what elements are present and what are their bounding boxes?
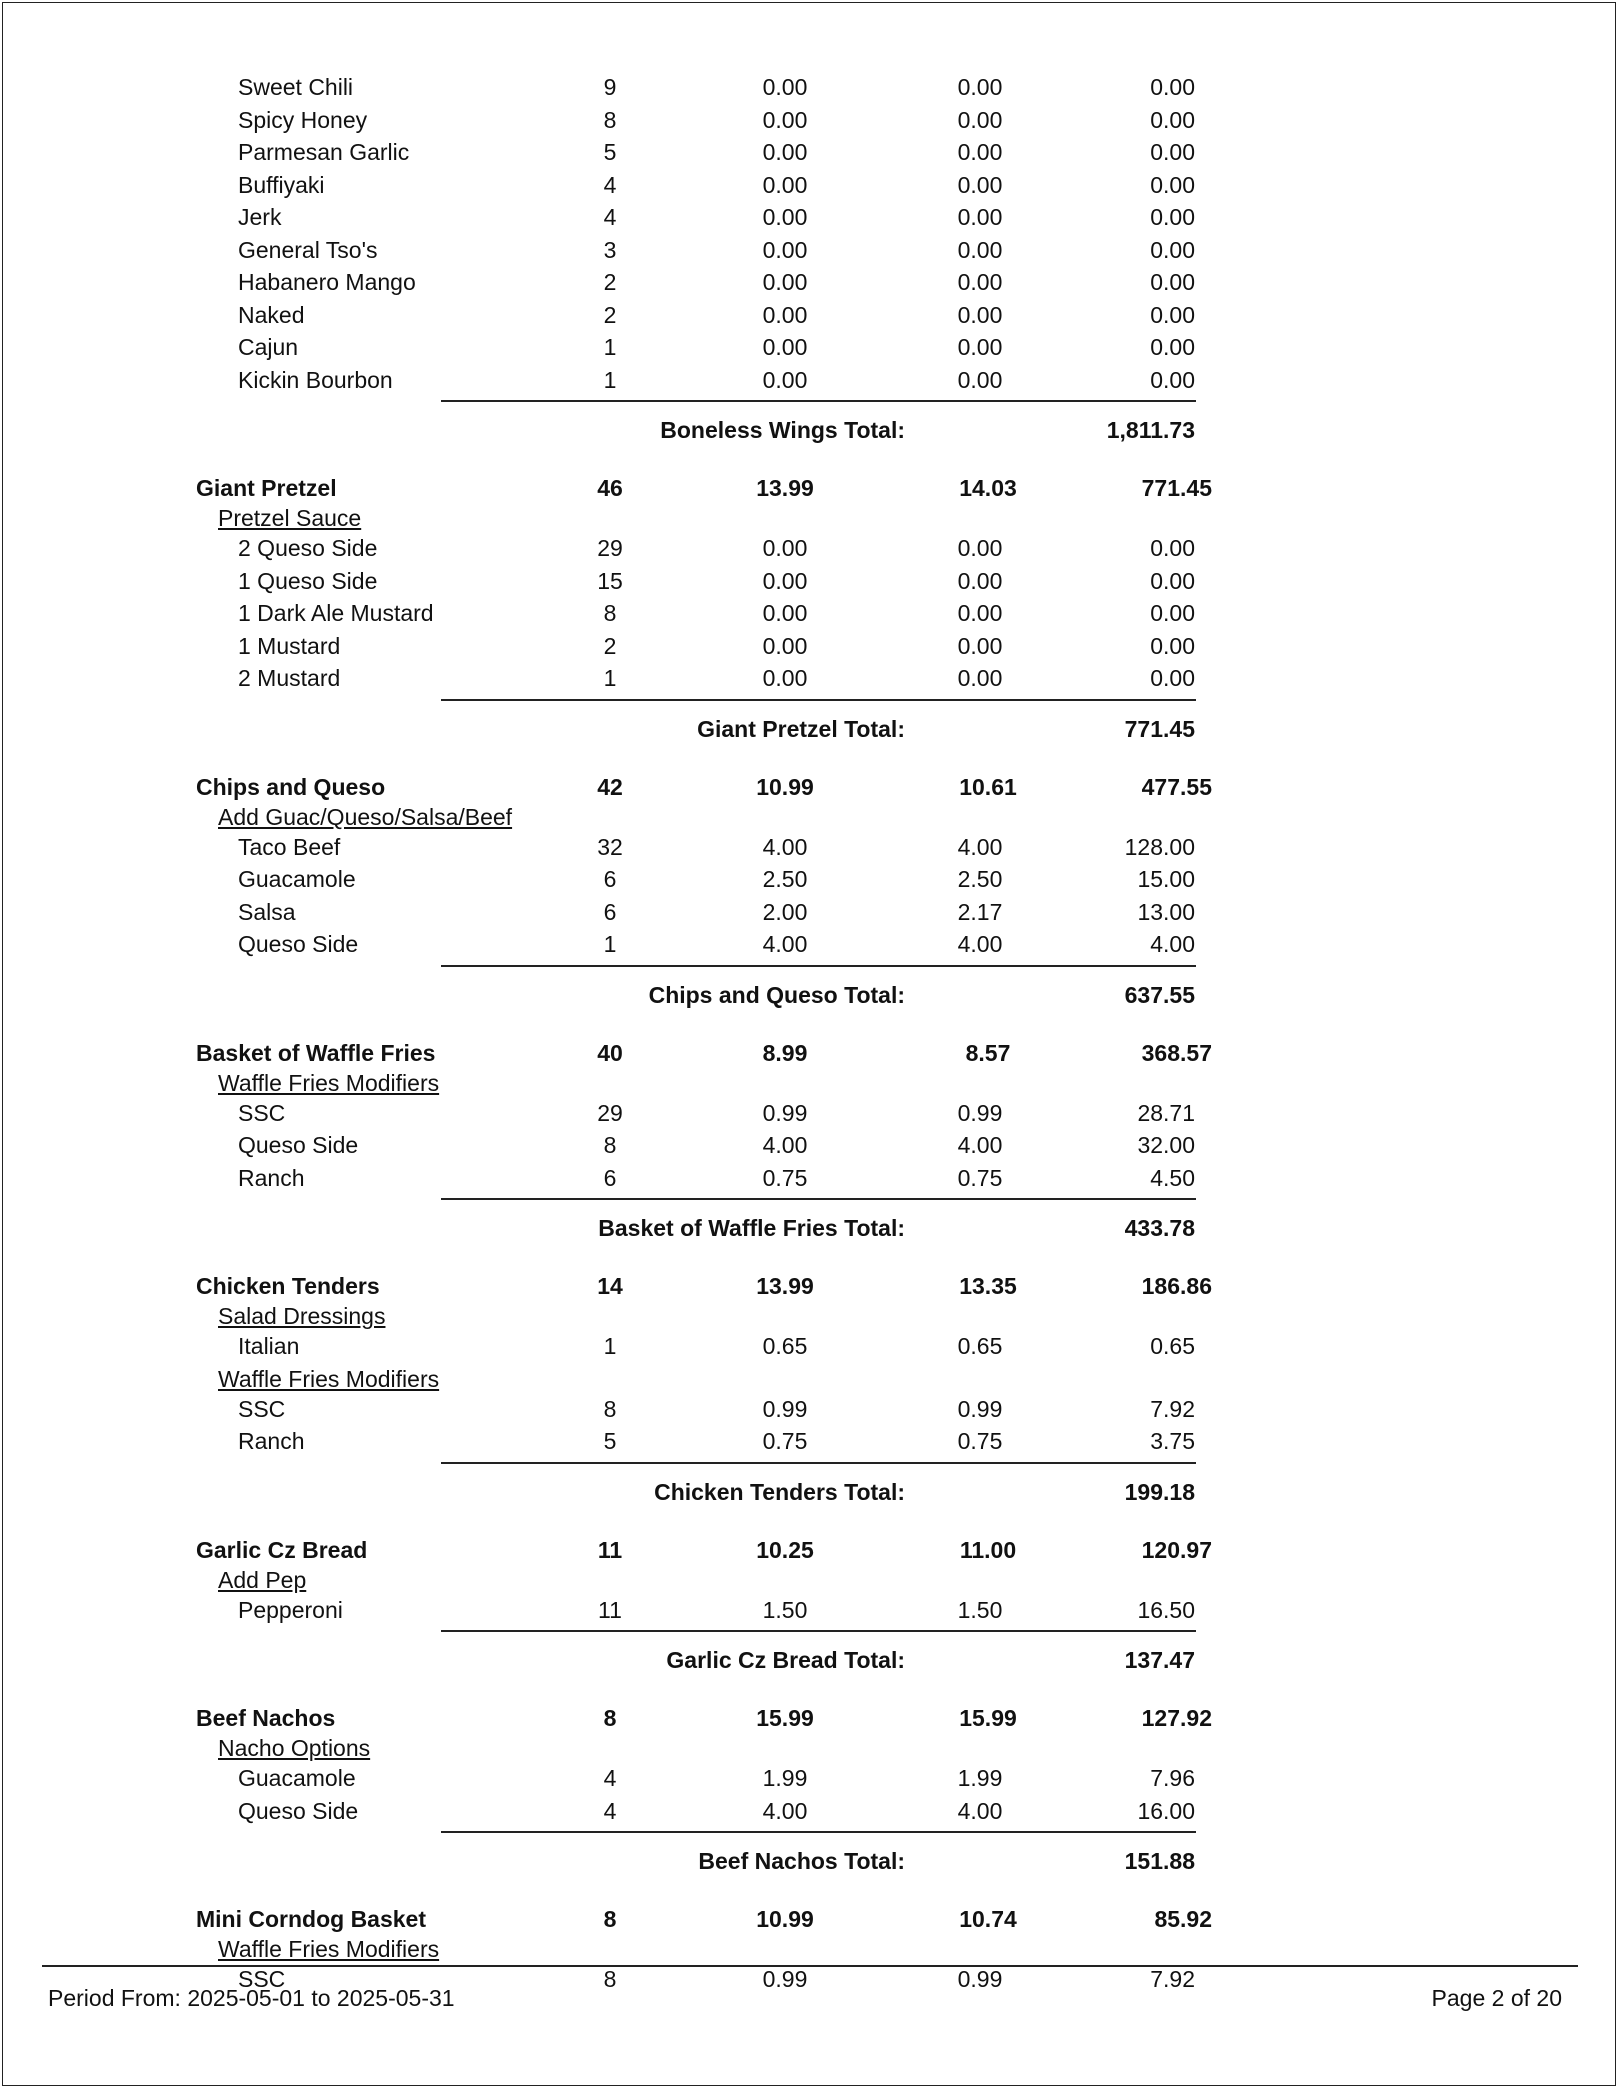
row-amount: 13.00 <box>1137 898 1195 925</box>
modifier-row <box>0 1331 1620 1361</box>
row-price: 0.00 <box>762 236 808 263</box>
row-amount: 0.00 <box>1150 301 1195 328</box>
row-price: 15.99 <box>756 1705 814 1731</box>
row-amount: 0.00 <box>1150 139 1195 165</box>
row-average-price: 4.00 <box>957 1132 1003 1158</box>
item-total-row <box>0 415 1620 445</box>
modifier-group-name: Waffle Fries Modifiers <box>218 1365 440 1392</box>
row-price: 0.00 <box>762 600 808 626</box>
row-quantity: 5 <box>603 139 617 165</box>
row-quantity: 4 <box>603 204 617 230</box>
modifier-row <box>0 566 1620 596</box>
row-name: Garlic Cz Bread <box>196 1536 368 1563</box>
menu-item-row <box>0 772 1620 802</box>
row-name: Italian <box>238 1333 300 1359</box>
row-price: 13.99 <box>756 475 814 501</box>
row-name: 1 Queso Side <box>238 567 378 594</box>
row-average-price: 0.00 <box>957 600 1003 626</box>
row-price: 8.99 <box>762 1039 808 1066</box>
row-average-price: 0.00 <box>957 269 1003 295</box>
row-quantity: 11 <box>598 1596 622 1623</box>
row-price: 4.00 <box>762 1132 808 1158</box>
row-quantity: 3 <box>603 236 617 263</box>
subtotal-rule <box>441 699 1196 701</box>
modifier-group-name: Waffle Fries Modifiers <box>218 1936 440 1962</box>
row-amount: 0.65 <box>1150 1333 1195 1359</box>
modifier-row <box>0 897 1620 927</box>
modifier-row <box>0 1426 1620 1456</box>
row-average-price: 4.00 <box>957 1797 1003 1824</box>
total-amount: 637.55 <box>1124 981 1195 1008</box>
row-price: 0.00 <box>762 171 808 198</box>
total-label: Basket of Waffle Fries Total: <box>598 1215 905 1241</box>
item-total-row <box>0 1213 1620 1243</box>
row-quantity: 4 <box>603 171 617 198</box>
row-name: 2 Queso Side <box>238 535 378 561</box>
modifier-group-heading <box>0 1364 1620 1394</box>
modifier-row <box>0 365 1620 395</box>
row-average-price: 0.00 <box>957 204 1003 230</box>
row-quantity: 1 <box>603 366 617 393</box>
row-amount: 0.00 <box>1150 632 1195 659</box>
row-price: 0.00 <box>762 204 808 230</box>
row-price: 0.99 <box>762 1966 808 1992</box>
row-name: Habanero Mango <box>238 269 416 295</box>
row-price: 2.50 <box>762 866 808 892</box>
row-average-price: 10.61 <box>959 773 1017 800</box>
total-amount: 199.18 <box>1124 1478 1195 1505</box>
row-name: Parmesan Garlic <box>238 139 410 165</box>
row-name: Chicken Tenders <box>196 1273 380 1299</box>
row-quantity: 40 <box>597 1039 623 1066</box>
row-average-price: 0.00 <box>957 535 1003 561</box>
row-name: Giant Pretzel <box>196 475 337 501</box>
subtotal-rule <box>441 1630 1196 1632</box>
modifier-group-name: Salad Dressings <box>218 1303 386 1329</box>
modifier-row <box>0 300 1620 330</box>
row-amount: 7.92 <box>1150 1966 1195 1992</box>
subtotal-rule <box>441 1198 1196 1200</box>
row-name: 2 Mustard <box>238 665 341 691</box>
row-quantity: 9 <box>603 74 617 100</box>
row-name: SSC <box>238 1099 286 1126</box>
row-average-price: 0.00 <box>957 632 1003 659</box>
row-quantity: 4 <box>603 1765 617 1791</box>
row-quantity: 2 <box>603 632 617 659</box>
row-average-price: 0.00 <box>957 171 1003 198</box>
row-quantity: 11 <box>597 1536 623 1563</box>
row-amount: 32.00 <box>1137 1132 1195 1158</box>
row-amount: 15.00 <box>1137 866 1195 892</box>
row-quantity: 46 <box>597 475 623 501</box>
row-average-price: 1.99 <box>957 1765 1003 1791</box>
menu-item-row <box>0 1703 1620 1733</box>
modifier-row <box>0 202 1620 232</box>
footer-period: Period From: 2025-05-01 to 2025-05-31 <box>48 1985 455 2011</box>
row-name: 1 Mustard <box>238 632 341 659</box>
row-name: Ranch <box>238 1164 305 1191</box>
row-price: 1.99 <box>762 1765 808 1791</box>
modifier-group-heading <box>0 1301 1620 1331</box>
row-price: 1.50 <box>762 1596 808 1623</box>
row-quantity: 8 <box>603 1395 617 1422</box>
total-label: Garlic Cz Bread Total: <box>666 1647 905 1673</box>
row-quantity: 8 <box>603 1132 617 1158</box>
row-average-price: 2.17 <box>957 898 1003 925</box>
row-quantity: 1 <box>603 1333 617 1359</box>
subtotal-rule <box>441 965 1196 967</box>
row-average-price: 11.00 <box>959 1536 1017 1563</box>
row-name: Queso Side <box>238 1132 359 1158</box>
total-amount: 151.88 <box>1124 1848 1195 1874</box>
row-quantity: 15 <box>597 567 623 594</box>
row-price: 0.00 <box>762 535 808 561</box>
total-amount: 137.47 <box>1124 1647 1195 1673</box>
modifier-group-heading <box>0 1733 1620 1763</box>
row-quantity: 8 <box>603 1705 617 1731</box>
modifier-row <box>0 235 1620 265</box>
modifier-row <box>0 170 1620 200</box>
menu-item-row <box>0 1271 1620 1301</box>
row-quantity: 6 <box>603 898 617 925</box>
row-name: Guacamole <box>238 866 356 892</box>
modifier-row <box>0 533 1620 563</box>
modifier-row <box>0 929 1620 959</box>
row-name: Kickin Bourbon <box>238 366 393 393</box>
row-average-price: 0.65 <box>957 1333 1003 1359</box>
row-name: Jerk <box>238 204 282 230</box>
row-quantity: 1 <box>603 931 617 957</box>
menu-item-row <box>0 1535 1620 1565</box>
row-name: General Tso's <box>238 236 378 263</box>
total-amount: 433.78 <box>1124 1215 1195 1241</box>
row-amount: 368.57 <box>1141 1039 1212 1066</box>
total-label: Boneless Wings Total: <box>660 417 905 443</box>
row-quantity: 5 <box>603 1428 617 1454</box>
row-name: Salsa <box>238 898 296 925</box>
row-name: Queso Side <box>238 1797 359 1824</box>
row-price: 0.75 <box>762 1164 808 1191</box>
modifier-row <box>0 631 1620 661</box>
row-price: 2.00 <box>762 898 808 925</box>
row-price: 4.00 <box>762 1797 808 1824</box>
row-amount: 16.00 <box>1137 1797 1195 1824</box>
row-average-price: 0.99 <box>957 1966 1003 1992</box>
row-average-price: 0.99 <box>957 1395 1003 1422</box>
row-quantity: 29 <box>597 1099 623 1126</box>
modifier-group-name: Waffle Fries Modifiers <box>218 1069 440 1096</box>
row-amount: 0.00 <box>1150 269 1195 295</box>
modifier-row <box>0 1130 1620 1160</box>
row-quantity: 4 <box>603 1797 617 1824</box>
row-average-price: 0.00 <box>957 236 1003 263</box>
modifier-row <box>0 1098 1620 1128</box>
row-price: 0.00 <box>762 269 808 295</box>
row-amount: 771.45 <box>1141 475 1212 501</box>
row-price: 0.65 <box>762 1333 808 1359</box>
row-quantity: 32 <box>597 833 623 860</box>
modifier-group-heading <box>0 1934 1620 1964</box>
row-amount: 120.97 <box>1141 1536 1212 1563</box>
row-average-price: 13.35 <box>959 1273 1017 1299</box>
total-label: Giant Pretzel Total: <box>697 715 905 742</box>
modifier-row <box>0 1763 1620 1793</box>
row-amount: 4.50 <box>1150 1164 1195 1191</box>
row-quantity: 2 <box>603 301 617 328</box>
modifier-row <box>0 1163 1620 1193</box>
row-price: 0.00 <box>762 106 808 133</box>
row-price: 0.99 <box>762 1395 808 1422</box>
row-price: 0.75 <box>762 1428 808 1454</box>
row-quantity: 1 <box>603 334 617 360</box>
row-average-price: 0.00 <box>957 74 1003 100</box>
menu-item-row <box>0 1038 1620 1068</box>
row-average-price: 0.00 <box>957 106 1003 133</box>
row-price: 10.99 <box>756 1906 814 1932</box>
row-amount: 0.00 <box>1150 74 1195 100</box>
row-amount: 0.00 <box>1150 204 1195 230</box>
row-amount: 0.00 <box>1150 567 1195 594</box>
modifier-row <box>0 105 1620 135</box>
total-amount: 1,811.73 <box>1106 417 1195 443</box>
total-amount: 771.45 <box>1124 715 1195 742</box>
row-name: Spicy Honey <box>238 106 368 133</box>
row-name: Pepperoni <box>238 1596 343 1623</box>
modifier-row <box>0 267 1620 297</box>
row-amount: 3.75 <box>1150 1428 1195 1454</box>
row-name: SSC <box>238 1395 286 1422</box>
row-price: 0.00 <box>762 366 808 393</box>
row-amount: 477.55 <box>1141 773 1212 800</box>
row-average-price: 8.57 <box>965 1039 1011 1066</box>
row-name: Taco Beef <box>238 833 341 860</box>
row-average-price: 0.00 <box>957 567 1003 594</box>
row-price: 0.00 <box>762 74 808 100</box>
row-name: Cajun <box>238 334 299 360</box>
row-price: 0.00 <box>762 665 808 691</box>
modifier-row <box>0 832 1620 862</box>
row-amount: 0.00 <box>1150 366 1195 393</box>
row-name: Buffiyaki <box>238 171 325 198</box>
item-total-row <box>0 714 1620 744</box>
row-price: 0.00 <box>762 567 808 594</box>
row-name: Beef Nachos <box>196 1705 336 1731</box>
row-name: SSC <box>238 1966 286 1992</box>
row-average-price: 2.50 <box>957 866 1003 892</box>
row-average-price: 0.75 <box>957 1164 1003 1191</box>
row-amount: 85.92 <box>1154 1906 1212 1932</box>
modifier-row <box>0 598 1620 628</box>
modifier-group-heading <box>0 802 1620 832</box>
row-price: 4.00 <box>762 931 808 957</box>
item-total-row <box>0 1645 1620 1675</box>
total-label: Chips and Queso Total: <box>648 981 905 1008</box>
menu-item-row <box>0 1904 1620 1934</box>
row-quantity: 8 <box>603 1906 617 1932</box>
row-average-price: 4.00 <box>957 833 1003 860</box>
row-amount: 186.86 <box>1141 1273 1212 1299</box>
modifier-row <box>0 72 1620 102</box>
row-name: Naked <box>238 301 305 328</box>
footer-divider <box>42 1965 1578 1967</box>
modifier-row <box>0 864 1620 894</box>
row-amount: 7.92 <box>1150 1395 1195 1422</box>
modifier-group-heading <box>0 1565 1620 1595</box>
row-name: Sweet Chili <box>238 74 354 100</box>
modifier-group-name: Add Guac/Queso/Salsa/Beef <box>218 803 513 830</box>
footer-page-number: Page 2 of 20 <box>1431 1985 1562 2011</box>
modifier-group-name: Add Pep <box>218 1566 307 1593</box>
modifier-group-heading <box>0 503 1620 533</box>
row-quantity: 6 <box>603 1164 617 1191</box>
row-quantity: 8 <box>603 1966 617 1992</box>
row-quantity: 14 <box>597 1273 623 1299</box>
modifier-row <box>0 332 1620 362</box>
modifier-row <box>0 663 1620 693</box>
row-amount: 0.00 <box>1150 665 1195 691</box>
modifier-row <box>0 1796 1620 1826</box>
row-quantity: 8 <box>603 106 617 133</box>
modifier-row <box>0 1595 1620 1625</box>
row-name: Basket of Waffle Fries <box>196 1039 436 1066</box>
row-average-price: 0.00 <box>957 139 1003 165</box>
row-amount: 0.00 <box>1150 106 1195 133</box>
row-amount: 0.00 <box>1150 535 1195 561</box>
row-name: Chips and Queso <box>196 773 386 800</box>
row-average-price: 0.00 <box>957 665 1003 691</box>
row-price: 10.99 <box>756 773 814 800</box>
item-total-row <box>0 1846 1620 1876</box>
row-quantity: 29 <box>597 535 623 561</box>
row-quantity: 8 <box>603 600 617 626</box>
row-average-price: 4.00 <box>957 931 1003 957</box>
row-price: 0.00 <box>762 632 808 659</box>
row-quantity: 6 <box>603 866 617 892</box>
modifier-group-name: Nacho Options <box>218 1735 371 1761</box>
modifier-row <box>0 137 1620 167</box>
total-label: Beef Nachos Total: <box>698 1848 905 1874</box>
row-quantity: 1 <box>603 665 617 691</box>
row-quantity: 42 <box>597 773 623 800</box>
row-name: Mini Corndog Basket <box>196 1906 427 1932</box>
row-average-price: 0.00 <box>957 366 1003 393</box>
row-amount: 0.00 <box>1150 334 1195 360</box>
row-price: 10.25 <box>756 1536 814 1563</box>
row-amount: 128.00 <box>1124 833 1195 860</box>
row-amount: 16.50 <box>1137 1596 1195 1623</box>
row-average-price: 1.50 <box>957 1596 1003 1623</box>
row-price: 0.99 <box>762 1099 808 1126</box>
row-amount: 0.00 <box>1150 171 1195 198</box>
row-average-price: 14.03 <box>959 475 1017 501</box>
subtotal-rule <box>441 400 1196 402</box>
row-average-price: 15.99 <box>959 1705 1017 1731</box>
row-amount: 28.71 <box>1137 1099 1195 1126</box>
subtotal-rule <box>441 1831 1196 1833</box>
menu-item-row <box>0 473 1620 503</box>
row-name: Ranch <box>238 1428 305 1454</box>
modifier-row <box>0 1394 1620 1424</box>
row-name: Queso Side <box>238 931 359 957</box>
row-amount: 0.00 <box>1150 600 1195 626</box>
row-amount: 7.96 <box>1150 1765 1195 1791</box>
row-amount: 127.92 <box>1141 1705 1212 1731</box>
subtotal-rule <box>441 1462 1196 1464</box>
row-price: 0.00 <box>762 139 808 165</box>
row-average-price: 0.99 <box>957 1099 1003 1126</box>
row-average-price: 0.00 <box>957 334 1003 360</box>
row-average-price: 10.74 <box>959 1906 1017 1932</box>
row-quantity: 2 <box>603 269 617 295</box>
modifier-group-name: Pretzel Sauce <box>218 505 362 531</box>
row-average-price: 0.00 <box>957 301 1003 328</box>
row-price: 4.00 <box>762 833 808 860</box>
row-amount: 0.00 <box>1150 236 1195 263</box>
row-name: Guacamole <box>238 1765 356 1791</box>
total-label: Chicken Tenders Total: <box>654 1478 905 1505</box>
row-average-price: 0.75 <box>957 1428 1003 1454</box>
row-price: 0.00 <box>762 301 808 328</box>
modifier-group-heading <box>0 1068 1620 1098</box>
item-total-row <box>0 980 1620 1010</box>
row-price: 13.99 <box>756 1273 814 1299</box>
row-amount: 4.00 <box>1150 931 1195 957</box>
item-total-row <box>0 1477 1620 1507</box>
row-price: 0.00 <box>762 334 808 360</box>
row-name: 1 Dark Ale Mustard <box>238 600 434 626</box>
